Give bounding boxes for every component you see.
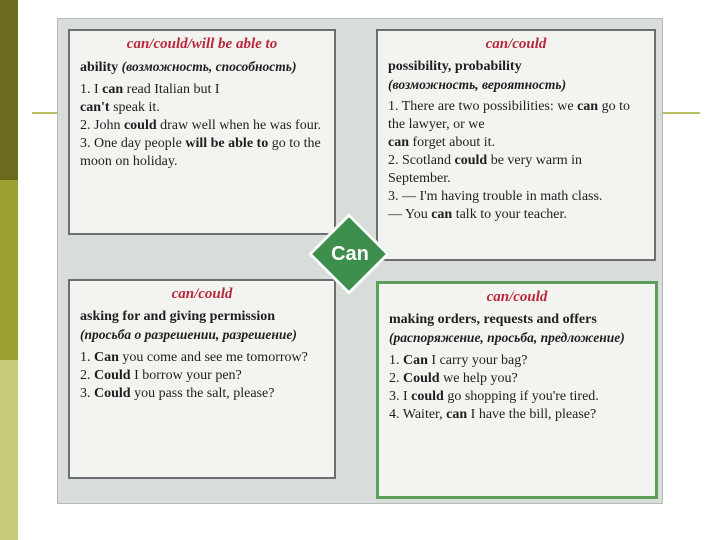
example-line: 1. Can I carry your bag? — [389, 353, 528, 368]
card-examples — [80, 81, 324, 171]
example-line: can't speak it. — [80, 100, 160, 115]
example-line: can forget about it. — [388, 135, 496, 150]
side-stripe-light — [0, 360, 18, 540]
card-examples — [80, 349, 324, 403]
textbook-page-image — [57, 18, 663, 504]
side-stripe-mid — [0, 180, 18, 360]
example-line: 3. I could go shopping if you're tired. — [389, 389, 599, 404]
example-line: 2. Could I borrow your pen? — [80, 368, 242, 383]
card-heading: ability (возможность, способность) — [80, 59, 297, 75]
card-title: can/could — [485, 36, 547, 52]
decor-line-right — [660, 112, 700, 114]
example-line: — You can talk to your teacher. — [388, 207, 567, 222]
example-line: 1. Can you come and see me tomorrow? — [80, 350, 308, 365]
card-examples — [389, 352, 645, 424]
card-heading: making orders, requests and offers (распоряжение, просьба, предложение) — [389, 312, 625, 345]
card-title: can/could — [171, 286, 233, 302]
example-line: 2. Scotland could be very warm in September. — [388, 153, 583, 186]
card-title: can/could — [486, 289, 548, 305]
example-line: 3. — I'm having trouble in math class. — [388, 189, 603, 204]
example-line: 4. Waiter, can I have the bill, please? — [389, 407, 597, 422]
example-line: 2. Could we help you? — [389, 371, 518, 386]
decor-line-left — [32, 112, 60, 114]
card-examples — [388, 98, 644, 224]
card-permission — [68, 279, 336, 479]
card-requests — [376, 281, 658, 499]
card-heading: asking for and giving permission (просьба о разрешении, разрешение) — [80, 309, 297, 342]
example-line: 3. One day people will be able to go to the moon on holiday. — [80, 136, 321, 169]
side-stripe-dark — [0, 0, 18, 180]
example-line: 2. John could draw well when he was four. — [80, 118, 322, 133]
card-title: can/could/will be able to — [126, 36, 278, 52]
can-badge — [310, 215, 390, 295]
card-heading: possibility, probability (возможность, вероятность) — [388, 59, 567, 92]
badge-label: Can — [331, 243, 369, 265]
card-possibility — [376, 29, 656, 261]
example-line: 1. There are two possibilities: we can go to the lawyer, or we — [388, 99, 630, 132]
example-line: 3. Could you pass the salt, please? — [80, 386, 275, 401]
card-ability — [68, 29, 336, 235]
example-line: 1. I can read Italian but I — [80, 82, 220, 97]
